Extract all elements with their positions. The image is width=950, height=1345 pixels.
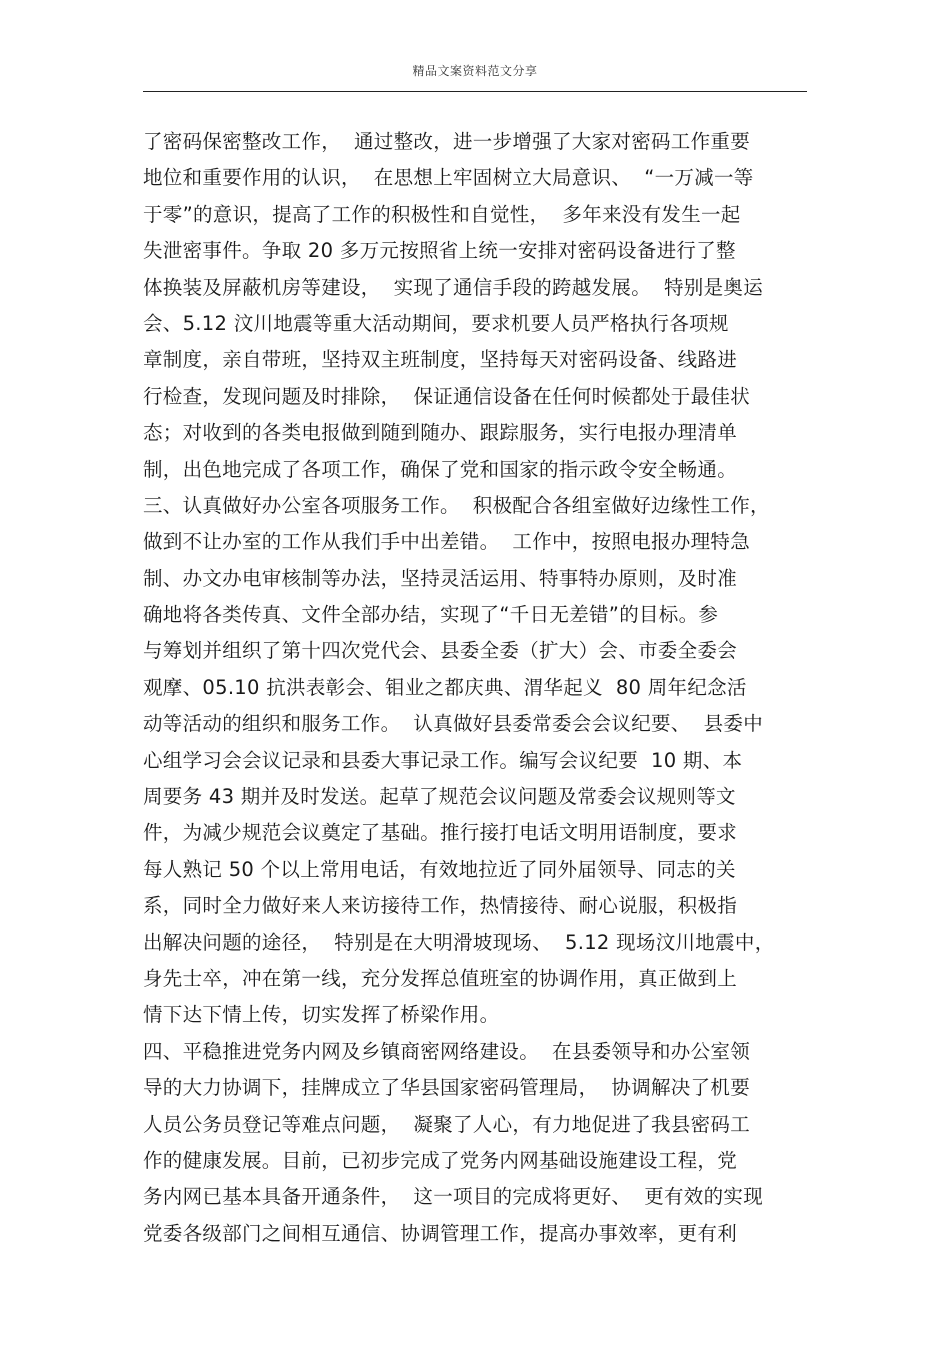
- text-line: 体换装及屏蔽机房等建设， 实现了通信手段的跨越发展。 特别是奥运: [143, 275, 763, 299]
- text-line: 出解决问题的途径， 特别是在大明滑坡现场、 5.12 现场汶川地震中，: [143, 930, 775, 954]
- text-line: 观摩、05.10 抗洪表彰会、钼业之都庆典、渭华起义 80 周年纪念活: [143, 675, 747, 699]
- text-line: 制，出色地完成了各项工作，确保了党和国家的指示政令安全畅通。: [143, 457, 738, 481]
- text-line: 章制度，亲自带班，坚持双主班制度，坚持每天对密码设备、线路进: [143, 348, 738, 372]
- text-line: 人员公务员登记等难点问题， 凝聚了人心，有力地促进了我县密码工: [143, 1112, 750, 1136]
- text-line: 务内网已基本具备开通条件， 这一项目的完成将更好、 更有效的实现: [143, 1185, 763, 1209]
- text-line: 确地将各类传真、文件全部办结，实现了“千日无差错”的目标。参: [143, 603, 719, 627]
- text-line: 会、5.12 汶川地震等重大活动期间，要求机要人员严格执行各项规: [143, 311, 729, 335]
- text-line: 做到不让办室的工作从我们手中出差错。 工作中，按照电报办理特急: [143, 530, 750, 554]
- text-line: 心组学习会会议记录和县委大事记录工作。编写会议纪要 10 期、本: [143, 748, 743, 772]
- text-line: 于零”的意识，提高了工作的积极性和自觉性， 多年来没有发生一起: [143, 202, 741, 226]
- text-line: 作的健康发展。目前，已初步完成了党务内网基础设施建设工程，党: [143, 1148, 738, 1172]
- text-line: 态；对收到的各类电报做到随到随办、跟踪服务，实行电报办理清单: [143, 421, 738, 445]
- text-line: 导的大力协调下，挂牌成立了华县国家密码管理局， 协调解决了机要: [143, 1076, 750, 1100]
- text-line: 了密码保密整改工作， 通过整改，进一步增强了大家对密码工作重要: [143, 130, 750, 153]
- text-line: 与筹划并组织了第十四次党代会、县委全委（扩大）会、市委全委会: [143, 639, 738, 663]
- text-line: 地位和重要作用的认识， 在思想上牢固树立大局意识、 “一万减一等: [143, 166, 754, 190]
- document-body: [143, 124, 823, 1252]
- text-line: 周要务 43 期并及时发送。起草了规范会议问题及常委会议规则等文: [143, 785, 736, 809]
- text-line: 制、办文办电审核制等办法，坚持灵活运用、特事特办原则，及时准: [143, 566, 738, 590]
- text-line: 身先士卒，冲在第一线，充分发挥总值班室的协调作用，真正做到上: [143, 966, 738, 990]
- page-header: 精品文案资料范文分享: [412, 64, 538, 78]
- section-heading-line: 三、认真做好办公室各项服务工作。 积极配合各组室做好边缘性工作，: [143, 493, 770, 517]
- text-line: 系，同时全力做好来人来访接待工作，热情接待、耐心说服，积极指: [143, 894, 738, 918]
- text-line: 失泄密事件。争取 20 多万元按照省上统一安排对密码设备进行了整: [143, 239, 736, 263]
- text-line: 党委各级部门之间相互通信、协调管理工作，提高办事效率，更有利: [143, 1221, 738, 1245]
- text-line: 件，为减少规范会议奠定了基础。推行接打电话文明用语制度，要求: [143, 821, 738, 845]
- text-line: 每人熟记 50 个以上常用电话，有效地拉近了同外届领导、同志的关: [143, 857, 736, 881]
- text-line: 行检查，发现问题及时排除， 保证通信设备在任何时候都处于最佳状: [143, 384, 750, 408]
- header-divider: [143, 91, 807, 92]
- text-line: 情下达下情上传，切实发挥了桥梁作用。: [143, 1003, 500, 1027]
- text-line: 动等活动的组织和服务工作。 认真做好县委常委会会议纪要、 县委中: [143, 712, 763, 736]
- section-heading-line: 四、平稳推进党务内网及乡镇商密网络建设。 在县委领导和办公室领: [143, 1039, 750, 1063]
